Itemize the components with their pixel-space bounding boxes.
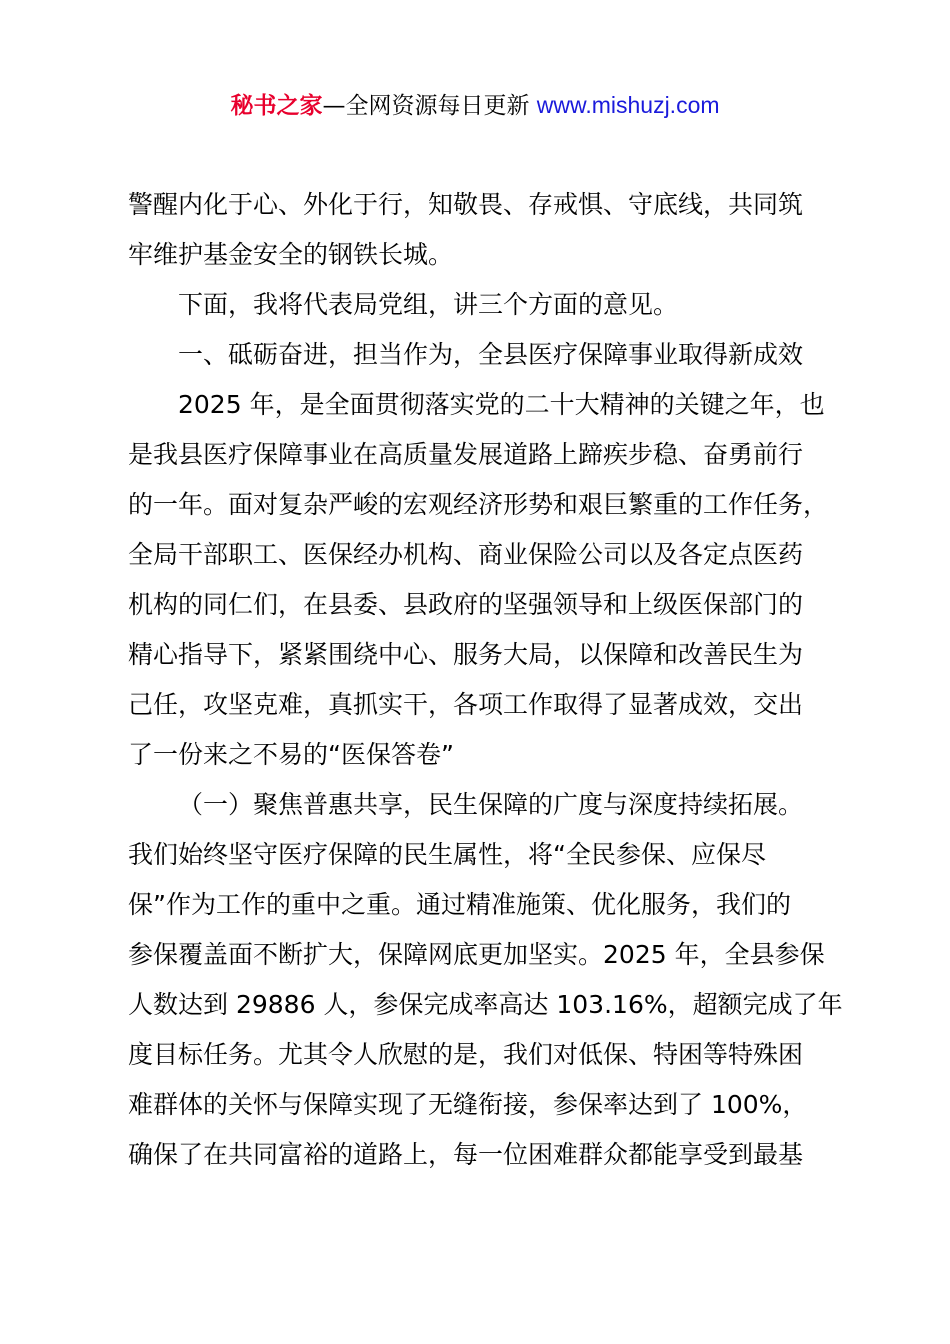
- text-line: 精心指导下，紧紧围绕中心、服务大局，以保障和改善民生为: [128, 640, 804, 669]
- text-line: 了一份来之不易的“医保答卷”: [128, 740, 454, 769]
- text-line: 的一年。面对复杂严峻的宏观经济形势和艰巨繁重的工作任务，: [128, 490, 829, 519]
- text-line: 确保了在共同富裕的道路上，每一位困难群众都能享受到最基: [128, 1140, 804, 1169]
- text-line: 难群体的关怀与保障实现了无缝衔接，参保率达到了 100%，: [128, 1090, 808, 1119]
- text-line: 下面，我将代表局党组，讲三个方面的意见。: [178, 290, 679, 319]
- brand-name: 秘书之家: [230, 93, 323, 119]
- text-line: 是我县医疗保障事业在高质量发展道路上蹄疾步稳、奋勇前行: [128, 440, 804, 469]
- text-line: 我们始终坚守医疗保障的民生属性，将“全民参保、应保尽: [128, 840, 766, 869]
- section-heading: 一、砥砺奋进，担当作为，全县医疗保障事业取得新成效: [178, 340, 804, 369]
- text-line: 己任，攻坚克难，真抓实干，各项工作取得了显著成效，交出: [128, 690, 804, 719]
- subsection-heading: （一）聚焦普惠共享，民生保障的广度与深度持续拓展。: [178, 790, 804, 819]
- document-body: [128, 180, 848, 1180]
- text-line: 2025 年，是全面贯彻落实党的二十大精神的关键之年，也: [178, 390, 825, 419]
- text-line: 牢维护基金安全的钢铁长城。: [128, 240, 454, 269]
- page-header: [0, 88, 950, 123]
- text-line: 人数达到 29886 人，参保完成率高达 103.16%，超额完成了年: [128, 990, 843, 1019]
- text-line: 度目标任务。尤其令人欣慰的是，我们对低保、特困等特殊困: [128, 1040, 804, 1069]
- text-line: 机构的同仁们，在县委、县政府的坚强领导和上级医保部门的: [128, 590, 804, 619]
- text-line: 参保覆盖面不断扩大，保障网底更加坚实。2025 年，全县参保: [128, 940, 825, 969]
- text-line: 全局干部职工、医保经办机构、商业保险公司以及各定点医药: [128, 540, 804, 569]
- header-url-link[interactable]: www.mishuzj.com: [536, 92, 720, 118]
- text-line: 保”作为工作的重中之重。通过精准施策、优化服务，我们的: [128, 890, 791, 919]
- text-line: 警醒内化于心、外化于行，知敬畏、存戒惧、守底线，共同筑: [128, 190, 804, 219]
- header-tagline: —全网资源每日更新: [322, 93, 530, 119]
